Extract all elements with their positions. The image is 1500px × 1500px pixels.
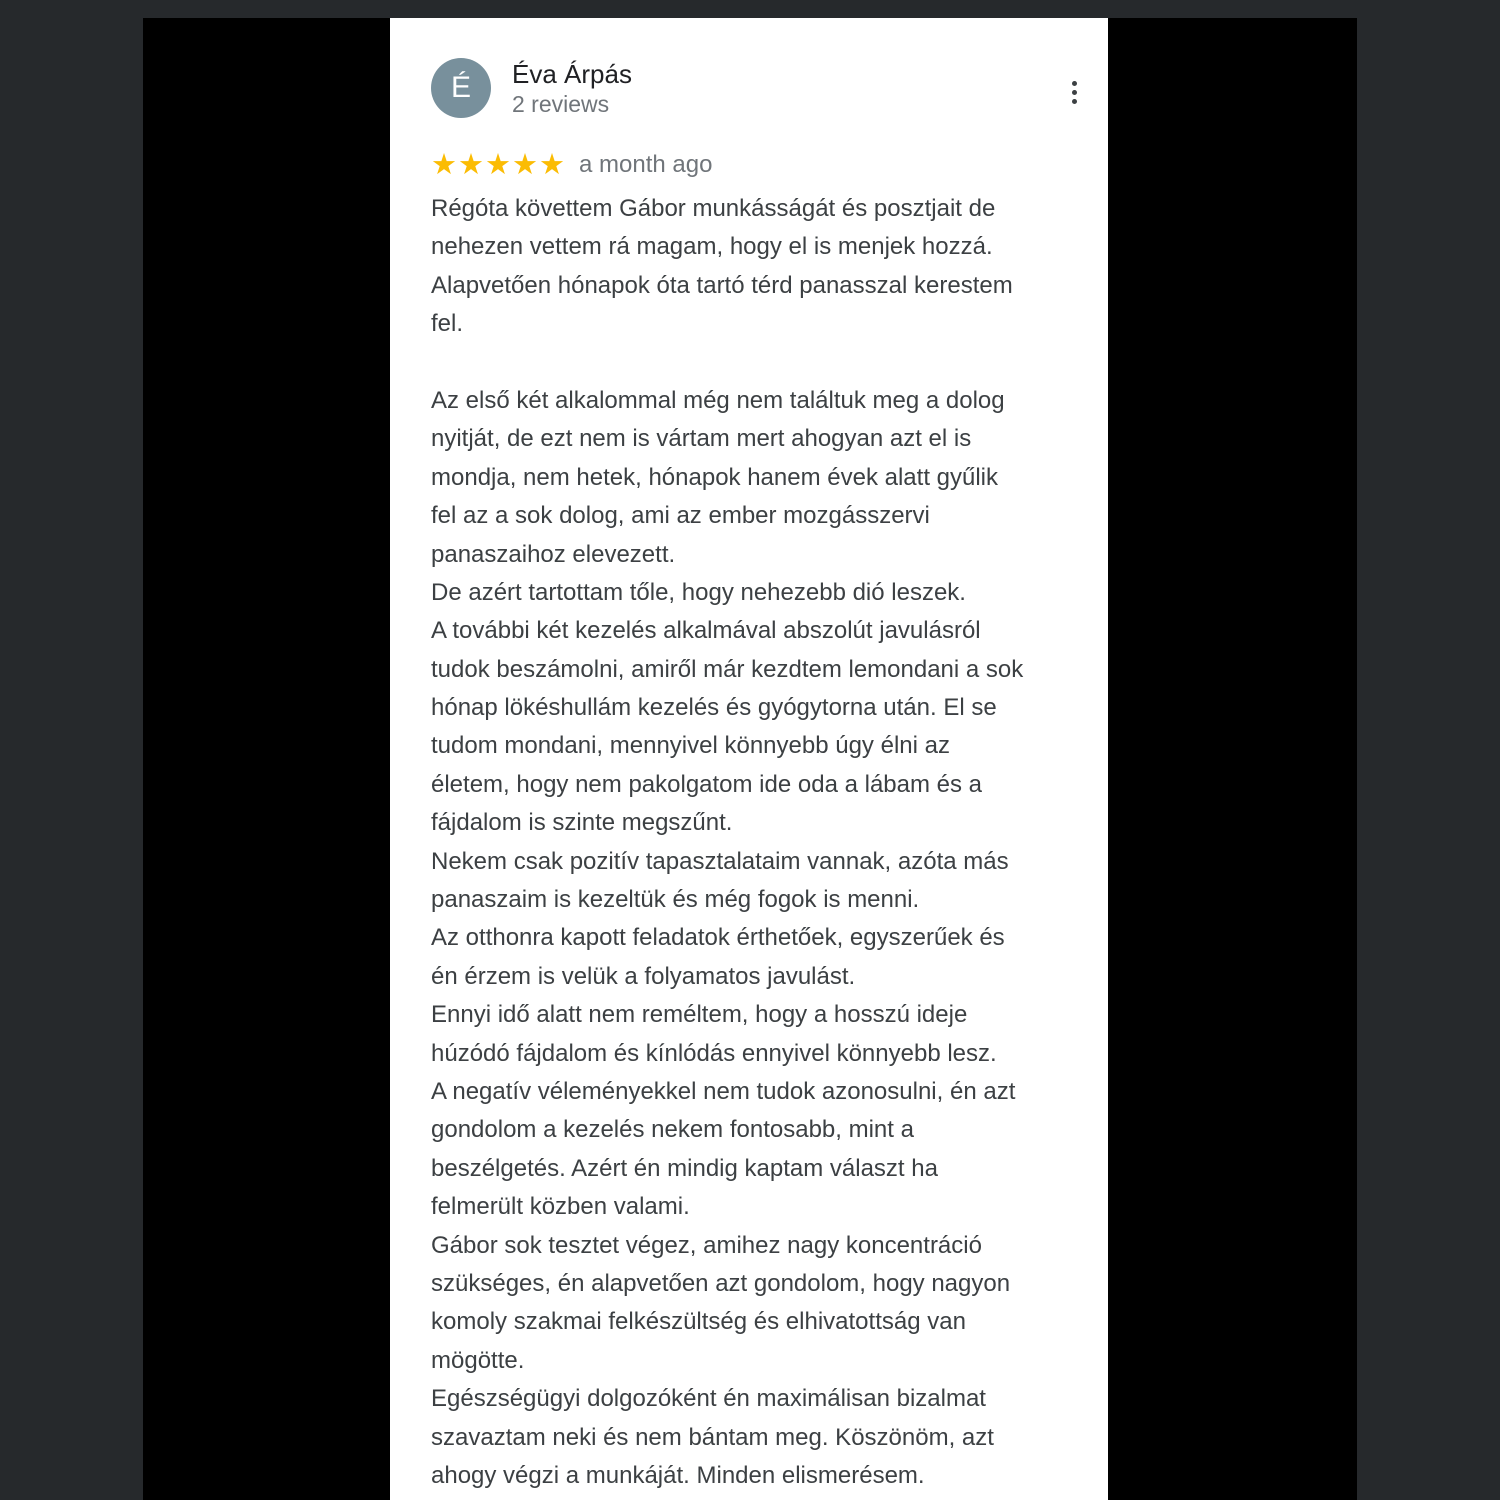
review-text-line: panaszaim is kezeltük és még fogok is menni. (431, 886, 920, 914)
review-text-line: panaszaihoz elevezett. (431, 540, 676, 568)
reviewer-name[interactable]: Éva Árpás (512, 59, 632, 89)
review-text-line: beszélgetés. Azért én mindig kaptam választ ha (431, 1154, 938, 1182)
review-text-line: felmerült közben valami. (431, 1193, 690, 1221)
star-icon: ★ (458, 149, 484, 181)
review-text-line (431, 344, 1091, 382)
review-text-line: A további két kezelés alkalmával abszolút javulásról (431, 617, 981, 645)
review-text-line: szavaztam neki és nem bántam meg. Köszönöm, azt (431, 1423, 994, 1451)
review-text-line: komoly szakmai felkészültség és elhivatottság van (431, 1308, 966, 1336)
more-options-button[interactable] (1058, 76, 1090, 108)
review-text-line: gondolom a kezelés nekem fontosabb, mint a (431, 1116, 914, 1144)
review-text-line: szükséges, én alapvetően azt gondolom, hogy nagyon (431, 1269, 1011, 1297)
more-vert-icon (1072, 90, 1077, 95)
review-time: a month ago (579, 151, 713, 178)
review-text (431, 190, 1091, 1495)
review-text-line: tudok beszámolni, amiről már kezdtem lemondani a sok (431, 655, 1024, 683)
star-icon: ★ (539, 149, 565, 181)
review-text-line: fájdalom is szinte megszűnt. (431, 809, 733, 837)
review-text-line: ahogy végzi a munkáját. Minden elismerésem. (431, 1461, 925, 1489)
review-text-line: De azért tartottam tőle, hogy nehezebb dió leszek. (431, 578, 966, 606)
review-text-line: nyitját, de ezt nem is vártam mert ahogyan azt el is (431, 425, 972, 453)
review-text-line: A negatív véleményekkel nem tudok azonosulni, én azt (431, 1077, 1016, 1105)
star-icon: ★ (431, 149, 457, 181)
review-text-line: Gábor sok tesztet végez, amihez nagy koncentráció (431, 1231, 982, 1259)
review-text-line: életem, hogy nem pakolgatom ide oda a lábam és a (431, 770, 983, 798)
review-card (390, 18, 1108, 1500)
review-text-line: hónap lökéshullám kezelés és gyógytorna után. El se (431, 694, 997, 722)
review-text-line: Alapvetően hónapok óta tartó térd panasszal kerestem (431, 271, 1013, 299)
review-text-line: Egészségügyi dolgozóként én maximálisan bizalmat (431, 1385, 986, 1413)
rating-row (431, 148, 712, 182)
review-text-line: húzódó fájdalom és kínlódás ennyivel könnyebb lesz. (431, 1039, 997, 1067)
review-text-line: Nekem csak pozitív tapasztalataim vannak, azóta más (431, 847, 1009, 875)
review-text-line: tudom mondani, mennyivel könnyebb úgy élni az (431, 732, 950, 760)
review-text-line: Az első két alkalommal még nem találtuk meg a dolog (431, 386, 1005, 414)
review-text-line: Régóta követtem Gábor munkásságát és posztjait de (431, 195, 996, 222)
review-text-line: fel az a sok dolog, ami az ember mozgásszervi (431, 502, 930, 530)
review-text-line: Ennyi idő alatt nem reméltem, hogy a hosszú ideje (431, 1001, 968, 1029)
star-icon: ★ (485, 149, 511, 181)
review-text-line: mögötte. (431, 1346, 525, 1374)
more-vert-icon (1072, 81, 1077, 86)
review-text-line: mondja, nem hetek, hónapok hanem évek alatt gyűlik (431, 463, 999, 491)
reviewer-review-count[interactable]: 2 reviews (512, 91, 610, 117)
more-vert-icon (1072, 99, 1077, 104)
review-text-line: én érzem is velük a folyamatos javulást. (431, 962, 856, 990)
star-icon: ★ (512, 149, 538, 181)
star-rating (431, 148, 566, 182)
avatar[interactable]: É (431, 58, 491, 118)
review-text-line: nehezen vettem rá magam, hogy el is menjek hozzá. (431, 233, 993, 261)
review-text-line: fel. (431, 310, 464, 338)
review-text-line: Az otthonra kapott feladatok érthetőek, egyszerűek és (431, 924, 1005, 952)
